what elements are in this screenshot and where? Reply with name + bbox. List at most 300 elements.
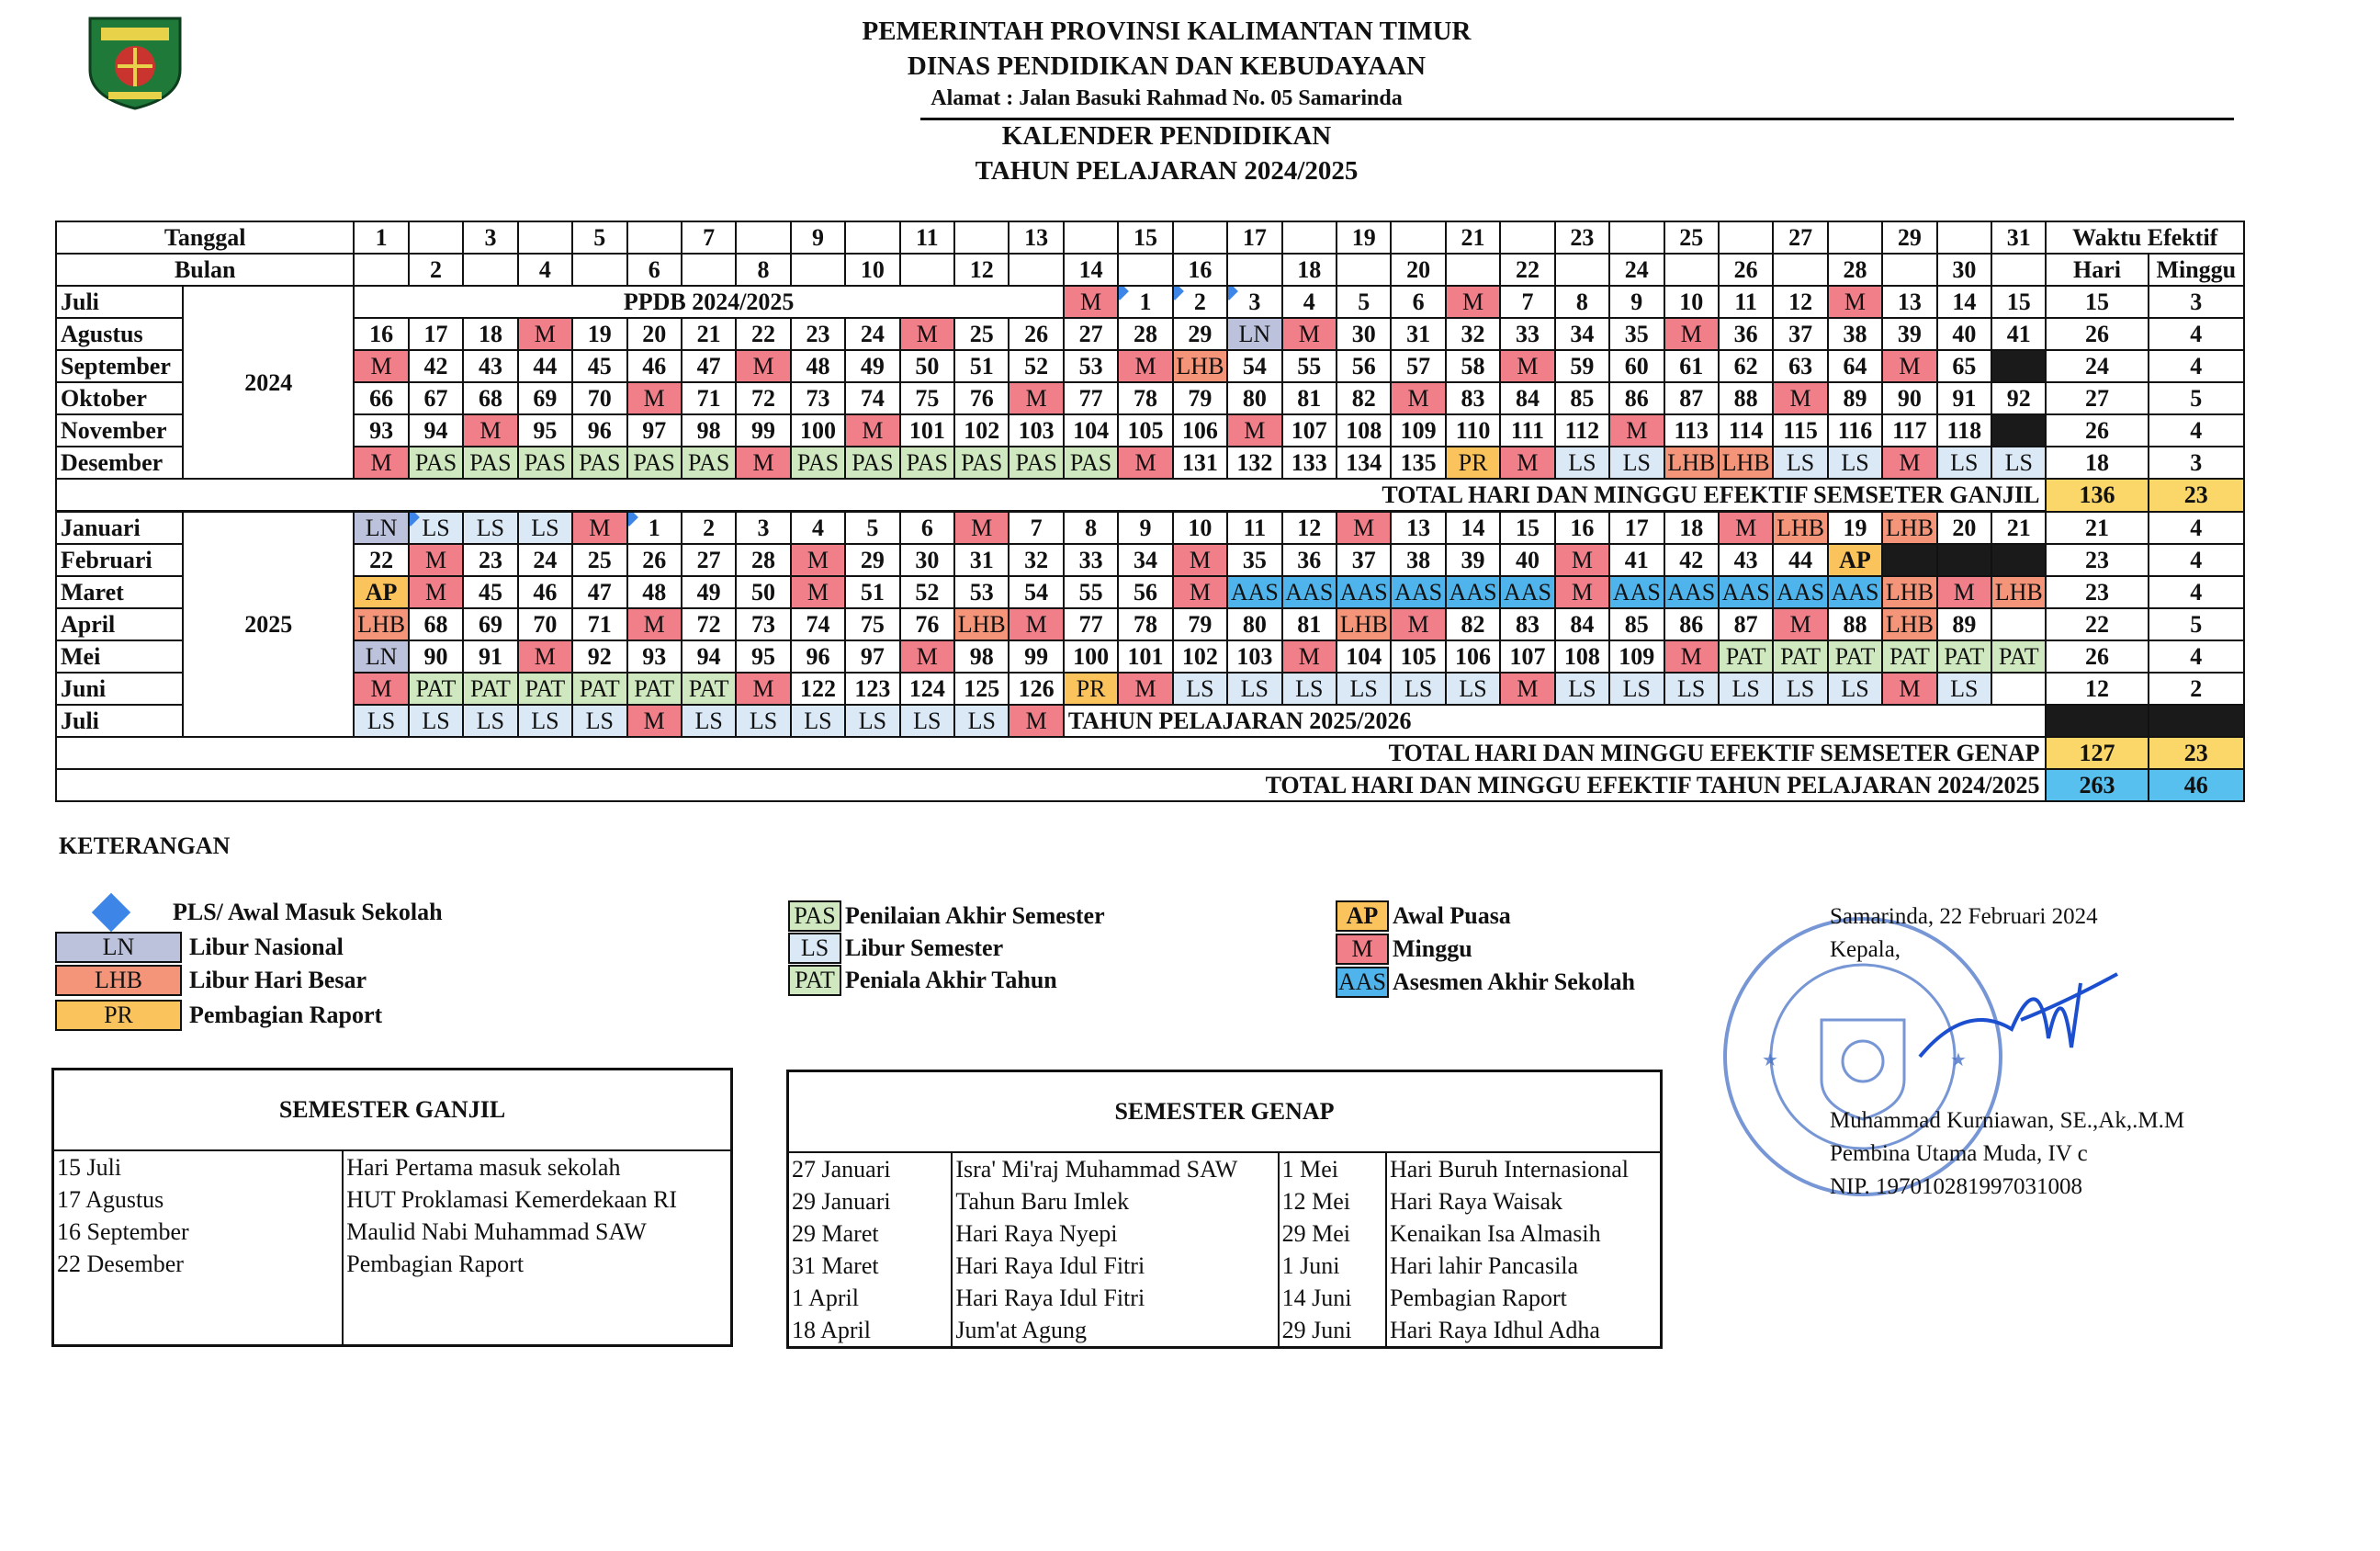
event-date: 31 Maret: [788, 1250, 953, 1282]
total-genap-minggu: 23: [2149, 737, 2244, 769]
total-tahun-minggu: 46: [2149, 769, 2244, 801]
day-cell: LHB: [1173, 350, 1227, 382]
event-row: [788, 1217, 1662, 1250]
effective-hari-cell: 15: [2046, 286, 2148, 318]
day-header: 22: [1500, 254, 1554, 286]
effective-hari-cell: 24: [2046, 350, 2148, 382]
day-cell: LHB: [354, 608, 408, 640]
day-cell: M: [1009, 608, 1063, 640]
event-name: Tahun Baru Imlek: [952, 1185, 1278, 1217]
day-cell: M: [1882, 350, 1936, 382]
day-cell: LHB: [1719, 447, 1773, 479]
calendar-subtitle: TAHUN PELAJARAN 2024/2025: [975, 156, 1359, 186]
day-cell: 33: [1500, 318, 1554, 350]
day-header: 20: [1391, 254, 1445, 286]
effective-minggu-cell: 3: [2149, 286, 2244, 318]
legend-title: KETERANGAN: [59, 832, 231, 859]
day-cell: M: [954, 512, 1009, 545]
day-cell: 84: [1500, 382, 1554, 414]
day-cell: 85: [1609, 608, 1664, 640]
day-cell: 103: [1227, 640, 1281, 673]
month-name: Februari: [56, 544, 183, 576]
month-row: [56, 673, 2244, 705]
day-cell: 93: [354, 414, 408, 447]
day-cell: 90: [1882, 382, 1936, 414]
day-cell: M: [845, 414, 899, 447]
day-cell: 85: [1555, 382, 1609, 414]
event-name: Pembagian Raport: [346, 1251, 525, 1277]
effective-hari-cell: 18: [2046, 447, 2148, 479]
day-cell: 105: [1391, 640, 1445, 673]
event-name: Kenaikan Isa Almasih: [1390, 1220, 1601, 1247]
day-cell: 109: [1391, 414, 1445, 447]
day-cell: M: [354, 350, 408, 382]
day-cell: PAS: [463, 447, 517, 479]
day-cell: M: [1555, 544, 1609, 576]
day-cell: AAS: [1828, 576, 1882, 608]
semester-genap-table: [786, 1070, 1663, 1349]
day-cell: M: [900, 640, 954, 673]
day-cell: M: [1500, 673, 1554, 705]
day-cell: 101: [900, 414, 954, 447]
day-cell: 19: [572, 318, 626, 350]
day-cell: LHB: [1882, 608, 1936, 640]
day-cell: M: [736, 350, 790, 382]
month-row: [56, 576, 2244, 608]
day-header: [1991, 254, 2046, 286]
day-cell: 37: [1773, 318, 1827, 350]
day-cell: LN: [354, 512, 408, 545]
day-cell: M: [1118, 447, 1172, 479]
day-header: [1719, 221, 1773, 254]
day-cell: 87: [1719, 608, 1773, 640]
day-cell: LS: [1773, 447, 1827, 479]
day-cell: 40: [1500, 544, 1554, 576]
day-cell: LS: [1609, 447, 1664, 479]
day-cell: PAS: [572, 447, 626, 479]
day-cell: 42: [1664, 544, 1719, 576]
day-cell: 53: [1064, 350, 1118, 382]
day-cell: 69: [463, 608, 517, 640]
day-cell: 74: [845, 382, 899, 414]
year-label: 2025: [183, 512, 354, 738]
legend-aas-label: Asesmen Akhir Sekolah: [1393, 968, 1635, 995]
day-cell: 112: [1555, 414, 1609, 447]
day-header: [845, 221, 899, 254]
day-cell: 83: [1446, 382, 1500, 414]
day-cell: PAS: [518, 447, 572, 479]
day-cell: 26: [1009, 318, 1063, 350]
day-cell: 108: [1337, 414, 1391, 447]
day-cell: 39: [1446, 544, 1500, 576]
day-header: 16: [1173, 254, 1227, 286]
day-cell: 132: [1227, 447, 1281, 479]
month-name: Januari: [56, 512, 183, 545]
day-cell: M: [1391, 608, 1445, 640]
total-genap-hari: 127: [2046, 737, 2148, 769]
day-cell: 34: [1118, 544, 1172, 576]
legend-ls-swatch: LS: [788, 933, 841, 964]
day-cell: 91: [463, 640, 517, 673]
day-cell: 91: [1937, 382, 1991, 414]
day-cell: 125: [954, 673, 1009, 705]
day-cell: 24: [845, 318, 899, 350]
event-row: [788, 1152, 1662, 1185]
day-cell: PAT: [518, 673, 572, 705]
legend-ln: [55, 932, 344, 963]
total-ganjil-label: TOTAL HARI DAN MINGGU EFEKTIF SEMSETER GANJIL: [56, 479, 2046, 512]
diamond-icon: [1118, 286, 1129, 300]
effective-minggu-cell: 4: [2149, 512, 2244, 545]
header-row-bulan: [56, 254, 2244, 286]
day-cell: LN: [354, 640, 408, 673]
legend-lhb-label: Libur Hari Besar: [189, 967, 367, 993]
effective-hari-cell: 21: [2046, 512, 2148, 545]
day-cell: 53: [954, 576, 1009, 608]
event-date: [53, 1280, 344, 1312]
day-cell: 36: [1719, 318, 1773, 350]
day-header: [409, 221, 463, 254]
effective-hari-cell: 26: [2046, 318, 2148, 350]
day-cell: 28: [1118, 318, 1172, 350]
day-cell: 51: [954, 350, 1009, 382]
day-cell: LS: [1227, 673, 1281, 705]
day-cell: 37: [1337, 544, 1391, 576]
legend-pr-label: Pembagian Raport: [189, 1002, 383, 1028]
day-cell: 49: [845, 350, 899, 382]
day-cell: 10: [1664, 286, 1719, 318]
day-cell: M: [1500, 447, 1554, 479]
legend-ap-swatch: AP: [1336, 900, 1389, 932]
day-header: 30: [1937, 254, 1991, 286]
day-cell: M: [1446, 286, 1500, 318]
day-cell: PR: [1064, 673, 1118, 705]
day-header: 12: [954, 254, 1009, 286]
day-cell: 20: [1937, 512, 1991, 545]
day-cell: 84: [1555, 608, 1609, 640]
effective-hari-cell: 27: [2046, 382, 2148, 414]
semester-genap-title: SEMESTER GENAP: [788, 1071, 1662, 1153]
day-cell: M: [1227, 414, 1281, 447]
day-cell: 11: [1719, 286, 1773, 318]
day-cell: [1991, 350, 2046, 382]
day-cell: 30: [1337, 318, 1391, 350]
day-cell: M: [1773, 608, 1827, 640]
day-header: 23: [1555, 221, 1609, 254]
day-cell: 29: [845, 544, 899, 576]
day-cell: 88: [1719, 382, 1773, 414]
day-header: 4: [518, 254, 572, 286]
day-cell: 96: [572, 414, 626, 447]
day-cell: 70: [572, 382, 626, 414]
event-row: [53, 1150, 732, 1183]
day-cell: 15: [1991, 286, 2046, 318]
col-bulan-header: Bulan: [56, 254, 354, 286]
day-cell: 8: [1064, 512, 1118, 545]
day-cell: LHB: [1882, 576, 1936, 608]
day-cell: AAS: [1282, 576, 1337, 608]
day-header: 25: [1664, 221, 1719, 254]
event-date: 1 April: [788, 1282, 953, 1314]
event-row: [788, 1282, 1662, 1314]
day-cell: 25: [572, 544, 626, 576]
day-header: [1337, 254, 1391, 286]
day-cell: 33: [1064, 544, 1118, 576]
day-cell: PAT: [409, 673, 463, 705]
event-name: Pembagian Raport: [1390, 1285, 1567, 1311]
day-cell: M: [354, 447, 408, 479]
event-name: Hari Buruh Internasional: [1390, 1156, 1629, 1183]
day-cell: 100: [791, 414, 845, 447]
event-date: 1 Mei: [1279, 1152, 1386, 1185]
event-row: [788, 1314, 1662, 1348]
day-cell: LS: [1337, 673, 1391, 705]
day-cell: 65: [1937, 350, 1991, 382]
day-cell: 30: [900, 544, 954, 576]
header-line1: PEMERINTAH PROVINSI KALIMANTAN TIMUR: [862, 17, 1472, 46]
day-cell: 1: [1118, 286, 1172, 318]
day-header: [1773, 254, 1827, 286]
day-cell: LS: [954, 705, 1009, 737]
legend-pat-label: Peniala Akhir Tahun: [845, 967, 1057, 993]
legend-pat: [788, 965, 1057, 996]
month-row: [56, 350, 2244, 382]
day-cell: 19: [1828, 512, 1882, 545]
day-cell: 92: [1991, 382, 2046, 414]
day-header: [1664, 254, 1719, 286]
event-name: Hari Raya Idul Fitri: [952, 1282, 1278, 1314]
day-cell: 2: [1173, 286, 1227, 318]
day-cell: M: [572, 512, 626, 545]
day-cell: M: [791, 544, 845, 576]
effective-minggu-cell: 4: [2149, 576, 2244, 608]
day-cell: M: [1064, 286, 1118, 318]
day-cell: 23: [463, 544, 517, 576]
day-cell: 48: [791, 350, 845, 382]
day-header: [1118, 254, 1172, 286]
day-cell: 133: [1282, 447, 1337, 479]
day-cell: 77: [1064, 608, 1118, 640]
month-name: November: [56, 414, 183, 447]
total-ganjil-minggu: 23: [2149, 479, 2244, 512]
day-cell: PAS: [1064, 447, 1118, 479]
diamond-icon: [92, 893, 130, 932]
total-tahun-label: TOTAL HARI DAN MINGGU EFEKTIF TAHUN PELAJARAN 2024/2025: [56, 769, 2046, 801]
day-cell: 82: [1337, 382, 1391, 414]
day-cell: 54: [1227, 350, 1281, 382]
day-cell: 89: [1937, 608, 1991, 640]
day-cell: PAS: [627, 447, 682, 479]
day-cell: PAT: [572, 673, 626, 705]
legend-ap-label: Awal Puasa: [1393, 902, 1511, 929]
day-cell: 18: [1664, 512, 1719, 545]
day-cell: 124: [900, 673, 954, 705]
header-address: Alamat : Jalan Basuki Rahmad No. 05 Samarinda: [931, 86, 1403, 110]
day-cell: M: [791, 576, 845, 608]
day-cell: 83: [1500, 608, 1554, 640]
day-cell: [1991, 544, 2046, 576]
legend-aas: [1336, 967, 1635, 998]
legend-m-swatch: M: [1336, 934, 1389, 965]
day-header: [1882, 254, 1936, 286]
day-cell: LS: [1828, 447, 1882, 479]
day-cell: AP: [354, 576, 408, 608]
header-divider: [920, 118, 2234, 120]
day-cell: 7: [1009, 512, 1063, 545]
day-cell: 16: [1555, 512, 1609, 545]
day-cell: 47: [572, 576, 626, 608]
day-cell: M: [1282, 318, 1337, 350]
day-cell: 90: [409, 640, 463, 673]
day-cell: 118: [1937, 414, 1991, 447]
day-cell: 10: [1173, 512, 1227, 545]
day-header: 7: [682, 221, 736, 254]
day-cell: LS: [409, 705, 463, 737]
day-cell: LN: [1227, 318, 1281, 350]
day-cell: 2: [682, 512, 736, 545]
day-cell: LHB: [1337, 608, 1391, 640]
day-cell: LS: [463, 512, 517, 545]
day-header: 3: [463, 221, 517, 254]
day-cell: 9: [1118, 512, 1172, 545]
day-cell: 92: [572, 640, 626, 673]
day-header: 19: [1337, 221, 1391, 254]
day-cell: M: [1500, 350, 1554, 382]
day-cell: PAS: [409, 447, 463, 479]
day-cell: 74: [791, 608, 845, 640]
legend-pas-label: Penilaian Akhir Semester: [845, 902, 1105, 929]
day-cell: 3: [736, 512, 790, 545]
total-genap-row: [56, 737, 2244, 769]
day-header: [1227, 254, 1281, 286]
day-cell: M: [1173, 576, 1227, 608]
day-header: [1009, 254, 1063, 286]
event-row: [53, 1183, 732, 1216]
day-cell: 98: [682, 414, 736, 447]
day-header: [1064, 221, 1118, 254]
day-cell: M: [1391, 382, 1445, 414]
event-date: 27 Januari: [788, 1152, 953, 1185]
day-cell: 80: [1227, 608, 1281, 640]
semester-ganjil-table: [51, 1068, 733, 1347]
day-cell: 97: [627, 414, 682, 447]
legend-lhb: [55, 965, 367, 996]
day-cell: 13: [1391, 512, 1445, 545]
day-cell: M: [1118, 350, 1172, 382]
day-cell: PAT: [1937, 640, 1991, 673]
day-header: [1500, 221, 1554, 254]
day-cell: 101: [1118, 640, 1172, 673]
day-cell: 4: [791, 512, 845, 545]
day-cell: 95: [736, 640, 790, 673]
day-cell: 14: [1446, 512, 1500, 545]
day-cell: 41: [1991, 318, 2046, 350]
day-cell: M: [627, 608, 682, 640]
day-cell: 105: [1118, 414, 1172, 447]
event-date: 29 Juni: [1279, 1314, 1386, 1348]
day-header: 27: [1773, 221, 1827, 254]
day-header: 26: [1719, 254, 1773, 286]
day-cell: 94: [682, 640, 736, 673]
day-cell: M: [409, 544, 463, 576]
day-cell: M: [1773, 382, 1827, 414]
day-cell: 56: [1337, 350, 1391, 382]
day-header: 24: [1609, 254, 1664, 286]
day-cell: 94: [409, 414, 463, 447]
day-cell: 5: [845, 512, 899, 545]
event-date: 29 Mei: [1279, 1217, 1386, 1250]
year-label: 2024: [183, 286, 354, 479]
day-cell: 110: [1446, 414, 1500, 447]
day-cell: M: [627, 705, 682, 737]
day-cell: LS: [682, 705, 736, 737]
day-cell: 62: [1719, 350, 1773, 382]
day-cell: LHB: [1882, 512, 1936, 545]
day-cell: 28: [736, 544, 790, 576]
day-cell: 16: [354, 318, 408, 350]
day-cell: LS: [900, 705, 954, 737]
day-cell: 26: [627, 544, 682, 576]
day-cell: 76: [954, 382, 1009, 414]
day-cell: 32: [1009, 544, 1063, 576]
day-header: [627, 221, 682, 254]
event-name: Hari lahir Pancasila: [1390, 1252, 1579, 1279]
day-header: [1828, 221, 1882, 254]
event-name: Maulid Nabi Muhammad SAW: [346, 1218, 647, 1245]
legend-ln-label: Libur Nasional: [189, 934, 344, 960]
event-name: Hari Pertama masuk sekolah: [346, 1154, 621, 1181]
legend-ls-label: Libur Semester: [845, 934, 1004, 961]
effective-minggu-cell: 4: [2149, 318, 2244, 350]
day-cell: 27: [682, 544, 736, 576]
day-cell: 47: [682, 350, 736, 382]
day-cell: 78: [1118, 608, 1172, 640]
month-name: Agustus: [56, 318, 183, 350]
day-header: [900, 254, 954, 286]
day-cell: 104: [1337, 640, 1391, 673]
day-cell: 103: [1009, 414, 1063, 447]
day-cell: AAS: [1391, 576, 1445, 608]
day-cell: 21: [1991, 512, 2046, 545]
legend-ls: [788, 933, 1003, 964]
day-cell: 23: [791, 318, 845, 350]
day-cell: 107: [1500, 640, 1554, 673]
day-cell: 12: [1773, 286, 1827, 318]
month-row: [56, 608, 2244, 640]
month-name: September: [56, 350, 183, 382]
day-cell: 50: [736, 576, 790, 608]
day-cell: M: [1664, 640, 1719, 673]
kaltim-crest-icon: [81, 13, 189, 110]
legend-pr: [55, 1000, 382, 1031]
day-cell: 97: [845, 640, 899, 673]
day-cell: AAS: [1227, 576, 1281, 608]
day-cell: 116: [1828, 414, 1882, 447]
diamond-icon: [409, 512, 420, 526]
day-cell: 114: [1719, 414, 1773, 447]
day-cell: 75: [845, 608, 899, 640]
month-row: [56, 544, 2244, 576]
day-header: [736, 221, 790, 254]
day-cell: 21: [682, 318, 736, 350]
effective-hari-cell: [2046, 705, 2148, 737]
effective-minggu-cell: 3: [2149, 447, 2244, 479]
day-cell: 68: [463, 382, 517, 414]
day-cell: 12: [1282, 512, 1337, 545]
day-cell: AAS: [1773, 576, 1827, 608]
day-cell: M: [900, 318, 954, 350]
day-cell: 46: [518, 576, 572, 608]
